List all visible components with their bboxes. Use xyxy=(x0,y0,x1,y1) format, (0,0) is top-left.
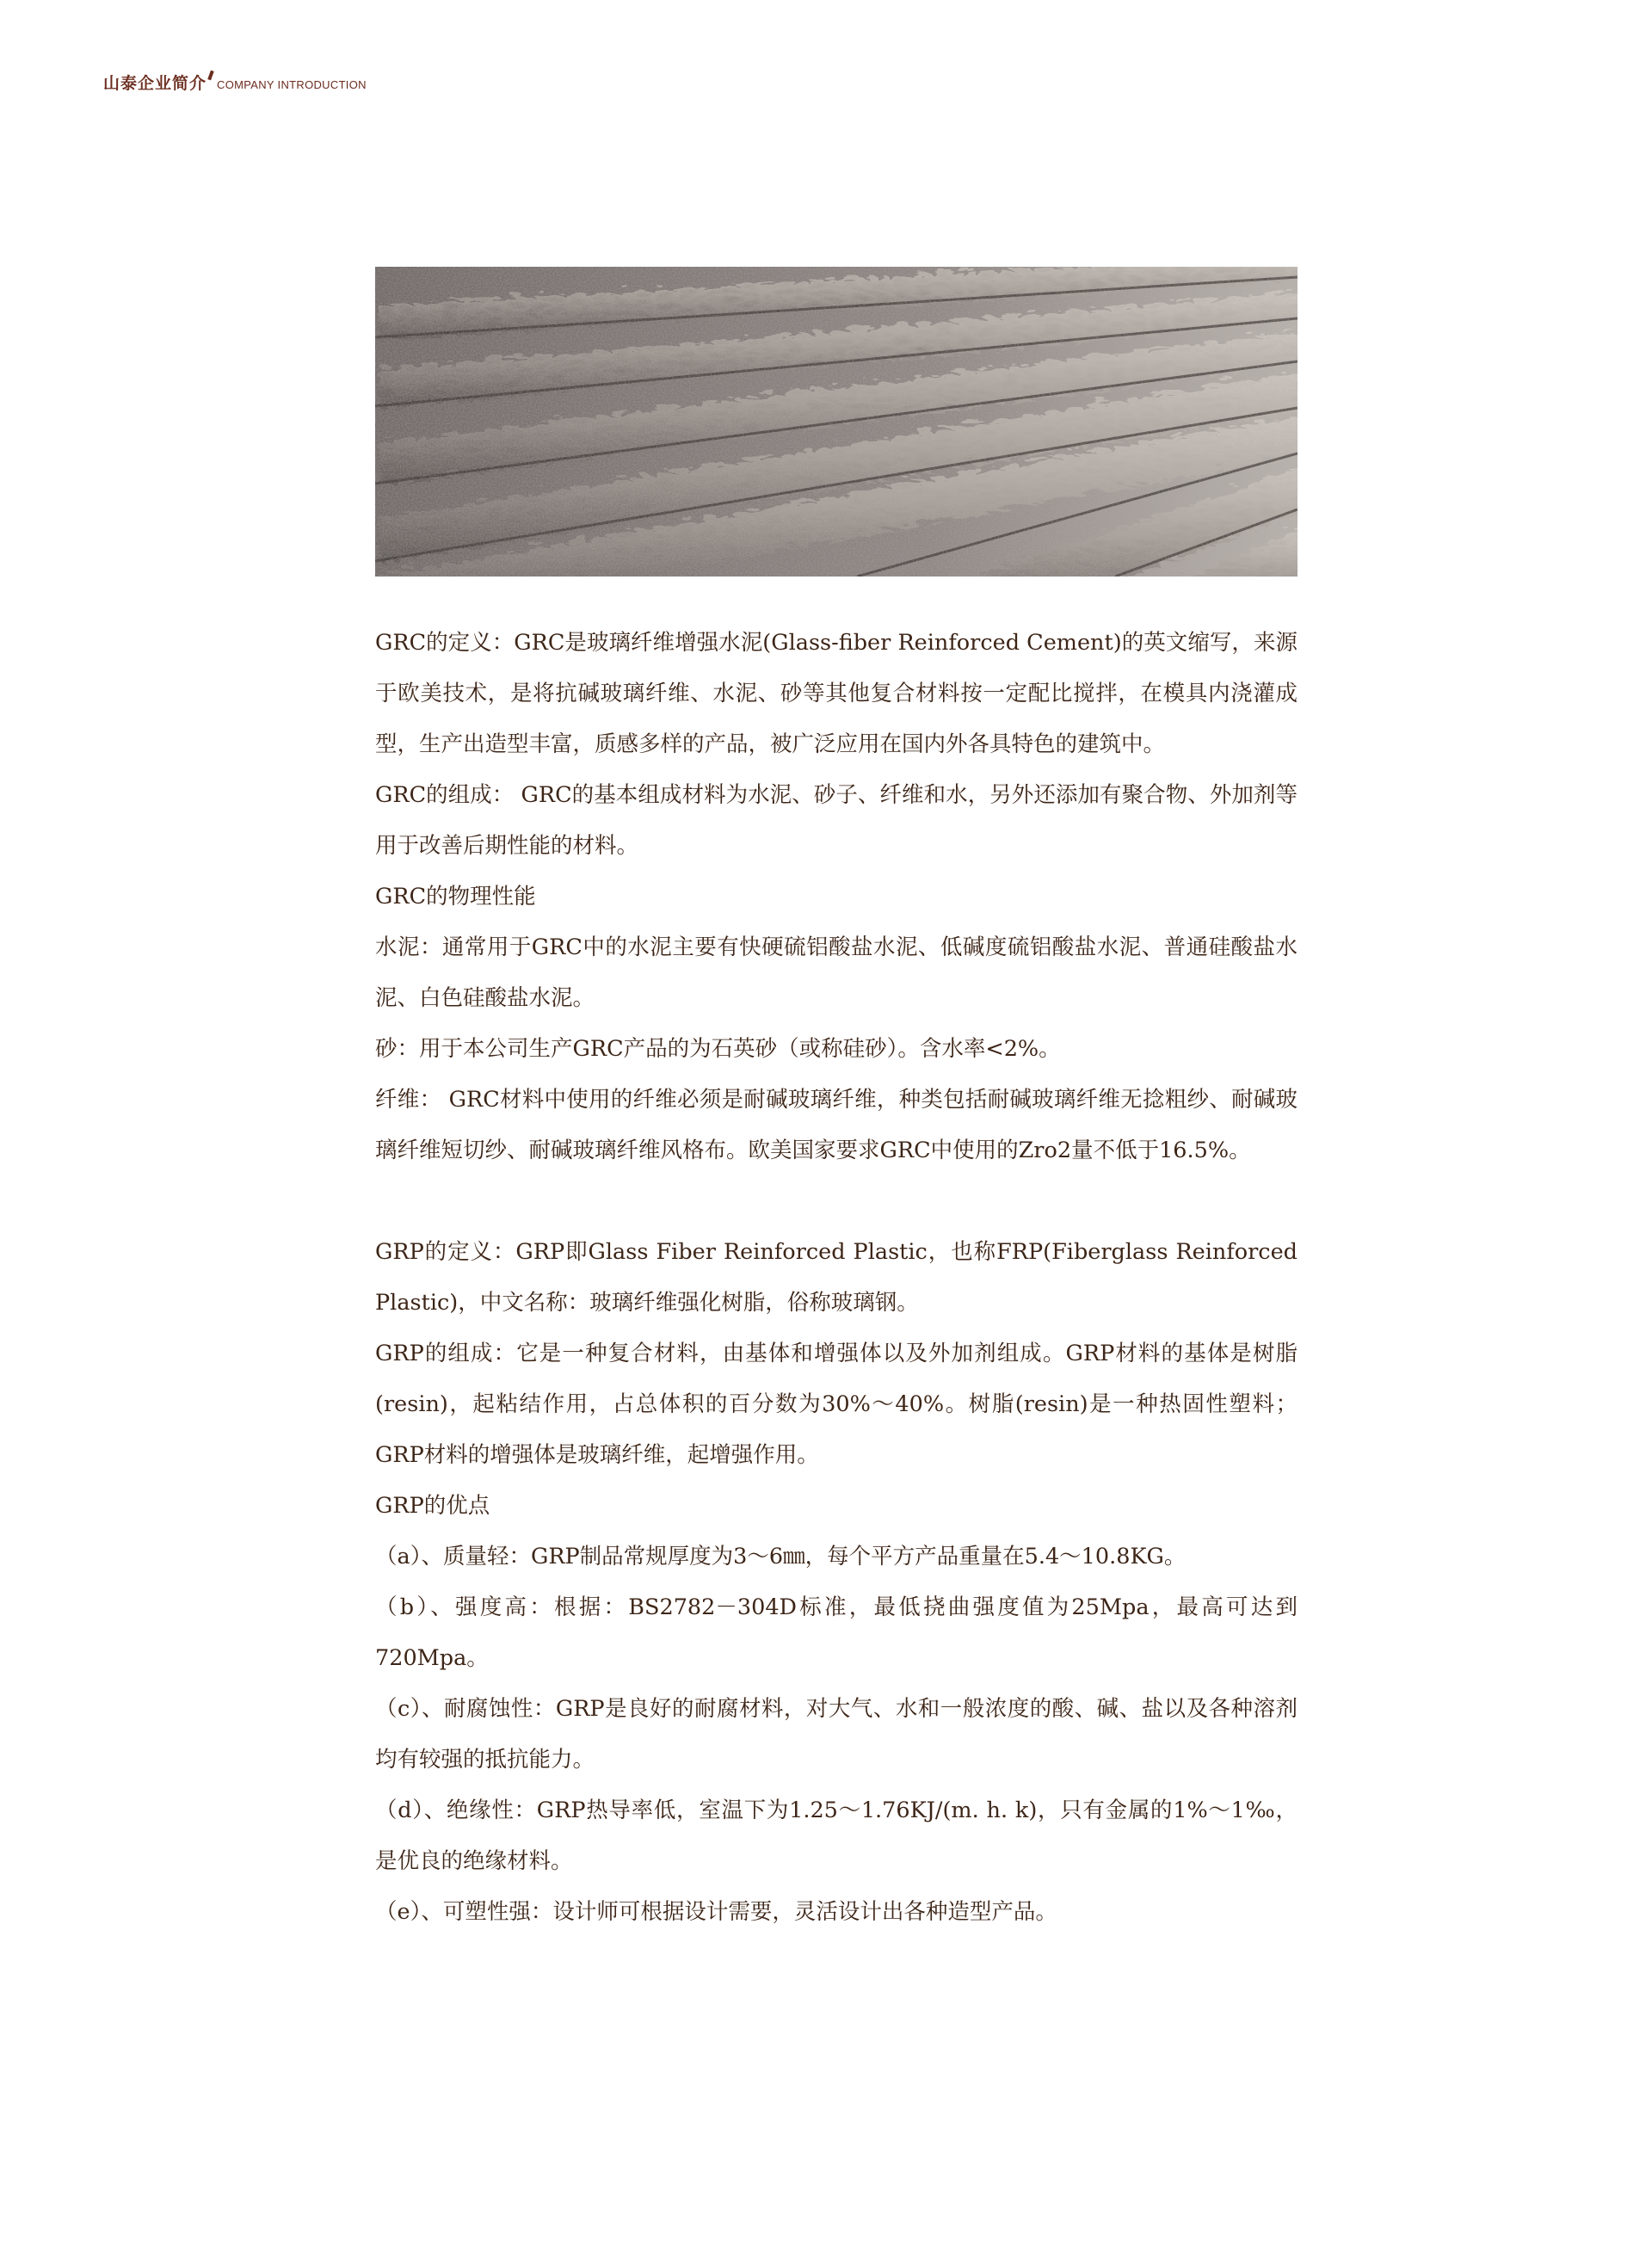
grc-definition: GRC的定义：GRC是玻璃纤维增强水泥(Glass-fiber Reinforced Cement)的英文缩写，来源于欧美技术，是将抗碱玻璃纤维、水泥、砂等其他复合材料按一定配比搅拌，在模具内浇灌成型，生产出造型丰富，质感多样的产品，被广泛应用在国内外各具特色的建筑中。 xyxy=(375,630,1298,757)
article-body xyxy=(375,618,1298,1938)
grp-composition: GRP的组成：它是一种复合材料，由基体和增强体以及外加剂组成。GRP材料的基体是树脂(resin)，起粘结作用，占总体积的百分数为30%～40%。树脂(resin)是一种热固性塑料；GRP材料的增强体是玻璃纤维，起增强作用。 xyxy=(375,1341,1298,1468)
stone-wall-illustration xyxy=(375,267,1298,577)
header-accent-mark xyxy=(207,71,214,81)
grp-advantage-c: （c）、耐腐蚀性：GRP是良好的耐腐材料，对大气、水和一般浓度的酸、碱、盐以及各种溶剂均有较强的抵抗能力。 xyxy=(375,1696,1298,1773)
header-title-en: COMPANY INTRODUCTION xyxy=(217,78,367,91)
grp-advantage-d: （d）、绝缘性：GRP热导率低，室温下为1.25～1.76KJ/(m. h. k)，只有金属的1%～1‰，是优良的绝缘材料。 xyxy=(375,1798,1298,1874)
grp-definition: GRP的定义：GRP即Glass Fiber Reinforced Plastic，也称FRP(Fiberglass Reinforced Plastic)，中文名称：玻璃纤维强化树脂，俗称玻璃钢。 xyxy=(375,1239,1298,1316)
header-title-cn: 山泰企业简介 xyxy=(103,74,207,93)
grc-cement: 水泥：通常用于GRC中的水泥主要有快硬硫铝酸盐水泥、低碱度硫铝酸盐水泥、普通硅酸盐水泥、白色硅酸盐水泥。 xyxy=(375,934,1298,1011)
grp-advantage-a: （a）、质量轻：GRP制品常规厚度为3～6㎜，每个平方产品重量在5.4～10.8KG。 xyxy=(375,1544,1187,1569)
stone-texture-photo xyxy=(375,267,1298,577)
page-header xyxy=(103,71,367,94)
grc-sand: 砂：用于本公司生产GRC产品的为石英砂（或称硅砂）。含水率<2%。 xyxy=(375,1036,1061,1062)
grp-advantages-heading: GRP的优点 xyxy=(375,1493,490,1519)
grc-physical-properties-heading: GRC的物理性能 xyxy=(375,884,536,910)
grc-fiber: 纤维： GRC材料中使用的纤维必须是耐碱玻璃纤维，种类包括耐碱玻璃纤维无捻粗纱、耐碱玻璃纤维短切纱、耐碱玻璃纤维风格布。欧美国家要求GRC中使用的Zro2量不低于16.5%。 xyxy=(375,1087,1298,1163)
grc-composition: GRC的组成： GRC的基本组成材料为水泥、砂子、纤维和水，另外还添加有聚合物、外加剂等用于改善后期性能的材料。 xyxy=(375,782,1298,859)
section-spacer xyxy=(375,1176,1298,1227)
grp-advantage-e: （e）、可塑性强：设计师可根据设计需要，灵活设计出各种造型产品。 xyxy=(375,1899,1057,1925)
grp-advantage-b: （b）、强度高：根据：BS2782－304D标准，最低挠曲强度值为25Mpa，最高可达到720Mpa。 xyxy=(375,1594,1298,1671)
